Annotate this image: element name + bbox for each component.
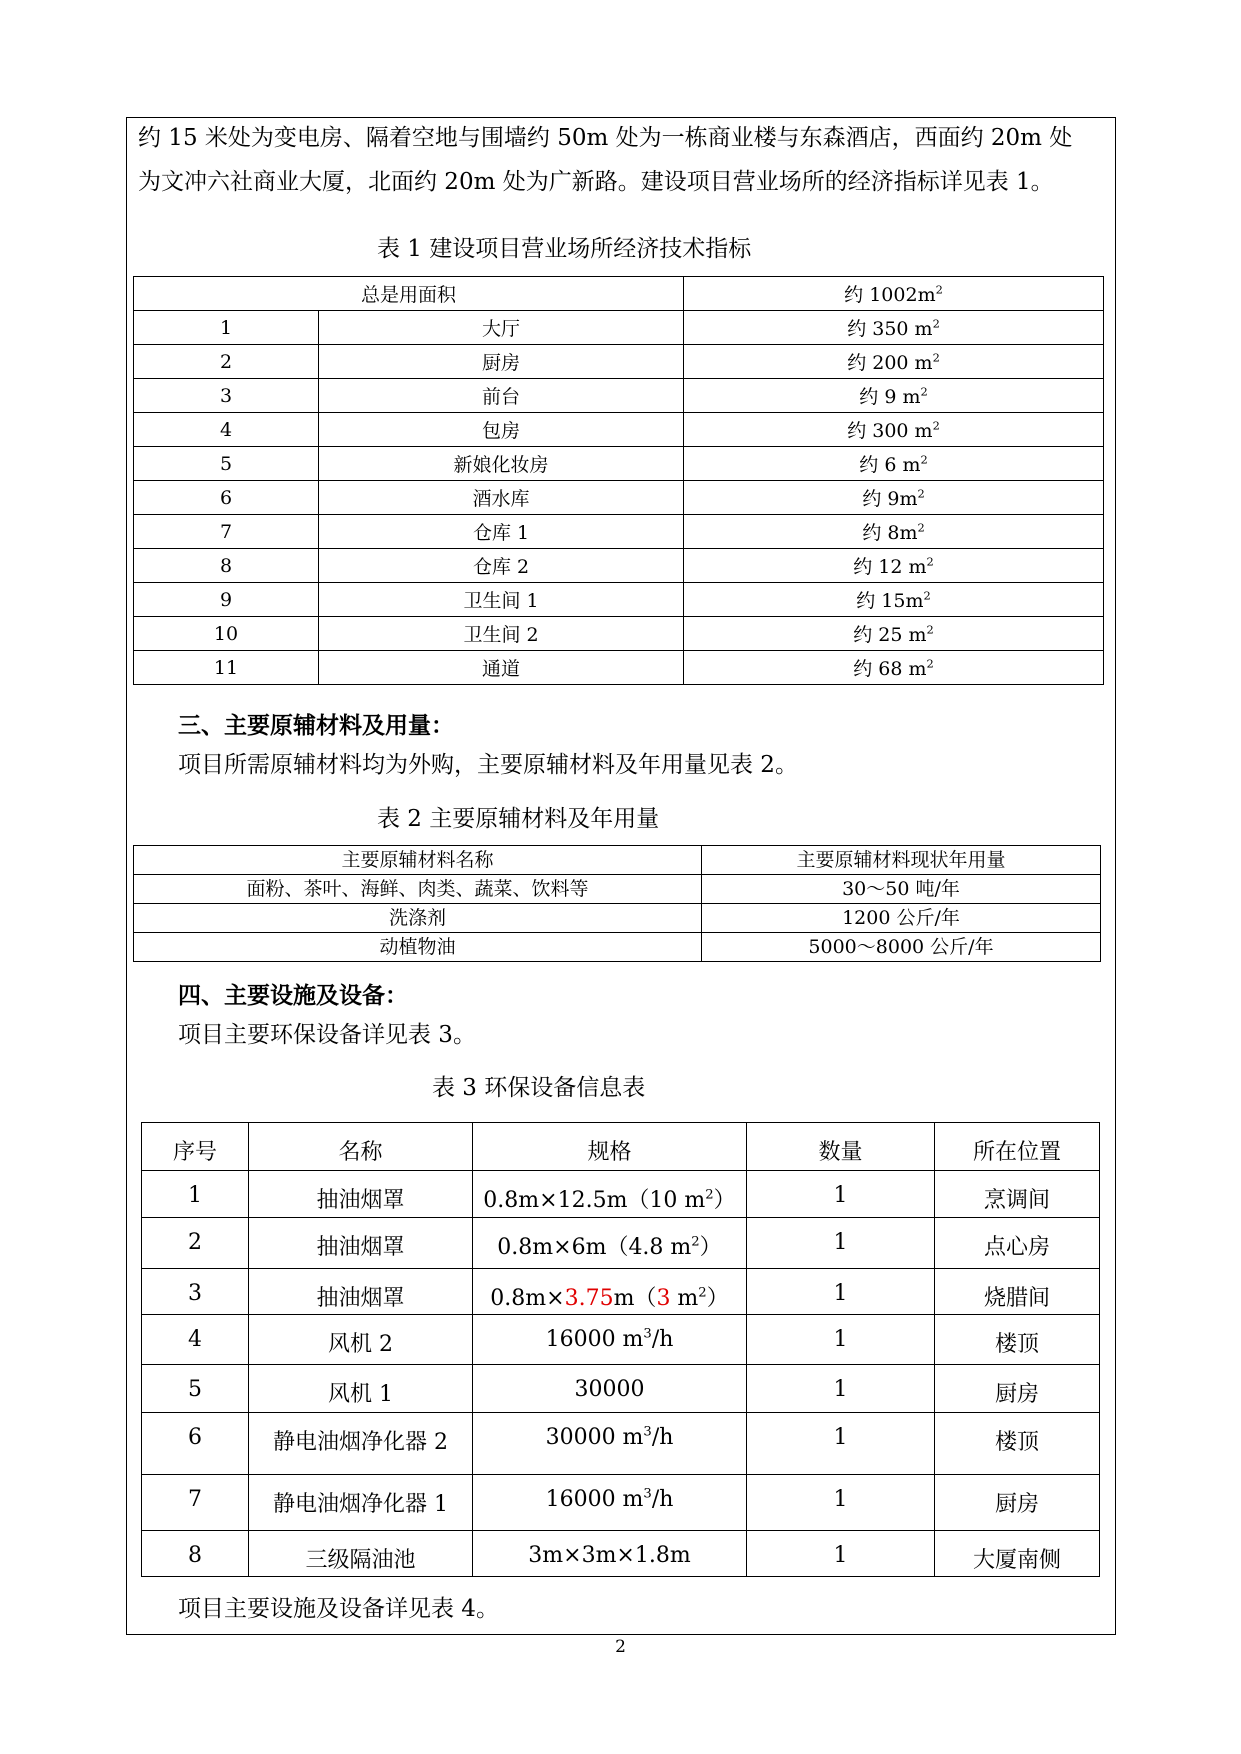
table-row <box>134 345 1104 379</box>
row-number: 3 <box>142 1269 249 1315</box>
equipment-name: 抽油烟罩 <box>249 1269 473 1315</box>
equipment-name: 静电油烟净化器 1 <box>249 1475 473 1531</box>
room-name: 前台 <box>319 379 684 413</box>
row-number: 10 <box>134 617 319 651</box>
row-number: 1 <box>142 1171 249 1218</box>
room-area: 约 $8m^2$ <box>684 515 1104 549</box>
footer-text: 项目主要设施及设备详见表 4。 <box>178 1596 499 1622</box>
material-usage: 5000～8000 公斤/年 <box>702 933 1101 962</box>
intro-line-2: 为文冲六社商业大厦，北面约 20m 处为广新路。建设项目营业场所的经济指标详见表 1。 <box>138 169 1054 195</box>
row-number: 6 <box>134 481 319 515</box>
section4-text: 项目主要环保设备详见表 3。 <box>178 1022 476 1048</box>
table2-header-row <box>134 846 1101 875</box>
table-row <box>134 904 1101 933</box>
table-row <box>134 447 1104 481</box>
equipment-quantity: 1 <box>747 1413 935 1475</box>
table2 <box>133 845 1101 962</box>
table3 <box>141 1122 1100 1577</box>
table-row <box>134 651 1104 685</box>
section3-heading: 三、主要原辅材料及用量： <box>178 712 454 739</box>
equipment-location: 厨房 <box>935 1475 1100 1531</box>
equipment-quantity: 1 <box>747 1315 935 1365</box>
room-area: 约 350 $m^2$ <box>684 311 1104 345</box>
equipment-spec: 30000 $m^3/h$ <box>473 1413 747 1475</box>
room-name: 厨房 <box>319 345 684 379</box>
equipment-spec: 3m×3m×1.8m <box>473 1531 747 1577</box>
equipment-quantity: 1 <box>747 1269 935 1315</box>
material-name: 动植物油 <box>134 933 702 962</box>
row-number: 7 <box>134 515 319 549</box>
equipment-location: 楼顶 <box>935 1413 1100 1475</box>
equipment-location: 厨房 <box>935 1365 1100 1413</box>
equipment-location: 点心房 <box>935 1218 1100 1269</box>
table-row <box>134 875 1101 904</box>
material-name: 面粉、茶叶、海鲜、肉类、蔬菜、饮料等 <box>134 875 702 904</box>
row-number: 8 <box>134 549 319 583</box>
table3-header-row <box>142 1123 1100 1171</box>
table-row <box>134 933 1101 962</box>
row-number: 4 <box>142 1315 249 1365</box>
table2-caption: 表 2 主要原辅材料及年用量 <box>377 806 660 832</box>
room-area: 约 68 $m^2$ <box>684 651 1104 685</box>
table-row <box>142 1315 1100 1365</box>
material-name: 洗涤剂 <box>134 904 702 933</box>
room-name: 包房 <box>319 413 684 447</box>
table1-total-row <box>134 277 1104 311</box>
room-name: 仓库 2 <box>319 549 684 583</box>
equipment-spec: 16000 $m^3/h$ <box>473 1315 747 1365</box>
equipment-name: 风机 1 <box>249 1365 473 1413</box>
equipment-spec: 30000 <box>473 1365 747 1413</box>
room-name: 大厅 <box>319 311 684 345</box>
column-header: 主要原辅材料现状年用量 <box>702 846 1101 875</box>
row-number: 5 <box>142 1365 249 1413</box>
table-row <box>142 1171 1100 1218</box>
equipment-location: 烧腊间 <box>935 1269 1100 1315</box>
column-header: 名称 <box>249 1123 473 1171</box>
row-number: 2 <box>142 1218 249 1269</box>
equipment-name: 静电油烟净化器 2 <box>249 1413 473 1475</box>
column-header: 规格 <box>473 1123 747 1171</box>
table-row <box>142 1365 1100 1413</box>
table-row <box>134 413 1104 447</box>
room-area: 约 12 $m^2$ <box>684 549 1104 583</box>
row-number: 2 <box>134 345 319 379</box>
equipment-quantity: 1 <box>747 1531 935 1577</box>
room-area: 约 $9m^2$ <box>684 481 1104 515</box>
material-usage: 1200 公斤/年 <box>702 904 1101 933</box>
room-name: 卫生间 2 <box>319 617 684 651</box>
room-area: 约 25 $m^2$ <box>684 617 1104 651</box>
room-name: 酒水库 <box>319 481 684 515</box>
table-row <box>142 1413 1100 1475</box>
room-area: 约 9 $m^2$ <box>684 379 1104 413</box>
table-row <box>134 481 1104 515</box>
room-name: 新娘化妆房 <box>319 447 684 481</box>
table-row <box>134 617 1104 651</box>
equipment-location: 大厦南侧 <box>935 1531 1100 1577</box>
section3-text: 项目所需原辅材料均为外购，主要原辅材料及年用量见表 2。 <box>178 752 798 778</box>
row-number: 4 <box>134 413 319 447</box>
table3-caption: 表 3 环保设备信息表 <box>432 1075 646 1101</box>
highlighted-value: 3.75 <box>564 1286 614 1311</box>
column-header: 所在位置 <box>935 1123 1100 1171</box>
table1-total-value: 约 $1002m^2$ <box>684 277 1104 311</box>
row-number: 11 <box>134 651 319 685</box>
table-row <box>134 515 1104 549</box>
column-header: 数量 <box>747 1123 935 1171</box>
table-row <box>142 1531 1100 1577</box>
material-usage: 30～50 吨/年 <box>702 875 1101 904</box>
row-number: 3 <box>134 379 319 413</box>
equipment-location: 楼顶 <box>935 1315 1100 1365</box>
equipment-spec: 16000 $m^3/h$ <box>473 1475 747 1531</box>
room-area: 约 6 $m^2$ <box>684 447 1104 481</box>
equipment-name: 抽油烟罩 <box>249 1218 473 1269</box>
row-number: 5 <box>134 447 319 481</box>
room-area: 约 300 $m^2$ <box>684 413 1104 447</box>
page-number: 2 <box>615 1637 626 1657</box>
table-row <box>142 1218 1100 1269</box>
row-number: 8 <box>142 1531 249 1577</box>
table-row <box>134 583 1104 617</box>
table1-caption: 表 1 建设项目营业场所经济技术指标 <box>377 236 752 262</box>
row-number: 6 <box>142 1413 249 1475</box>
section4-heading: 四、主要设施及设备： <box>178 982 408 1009</box>
table-row <box>134 379 1104 413</box>
table1-total-label: 总是用面积 <box>134 277 684 311</box>
equipment-name: 风机 2 <box>249 1315 473 1365</box>
room-area: 约 $15m^2$ <box>684 583 1104 617</box>
row-number: 7 <box>142 1475 249 1531</box>
table-row <box>142 1269 1100 1315</box>
intro-line-1: 约 15 米处为变电房、隔着空地与围墙约 50m 处为一栋商业楼与东森酒店，西面约 20m 处 <box>138 125 1073 151</box>
table1 <box>133 276 1104 685</box>
highlighted-value: 3 <box>656 1286 671 1311</box>
room-name: 仓库 1 <box>319 515 684 549</box>
equipment-quantity: 1 <box>747 1365 935 1413</box>
room-name: 卫生间 1 <box>319 583 684 617</box>
equipment-spec: 0.8m×6m（4.8 $m^2$） <box>473 1218 747 1269</box>
row-number: 9 <box>134 583 319 617</box>
equipment-quantity: 1 <box>747 1475 935 1531</box>
equipment-quantity: 1 <box>747 1171 935 1218</box>
room-name: 通道 <box>319 651 684 685</box>
equipment-quantity: 1 <box>747 1218 935 1269</box>
equipment-name: 抽油烟罩 <box>249 1171 473 1218</box>
equipment-location: 烹调间 <box>935 1171 1100 1218</box>
column-header: 主要原辅材料名称 <box>134 846 702 875</box>
equipment-spec: 0.8m×12.5m（10 $m^2$） <box>473 1171 747 1218</box>
equipment-spec: 0.8m×3.75m（3 $m^2$） <box>473 1269 747 1315</box>
equipment-name: 三级隔油池 <box>249 1531 473 1577</box>
column-header: 序号 <box>142 1123 249 1171</box>
table-row <box>142 1475 1100 1531</box>
table-row <box>134 549 1104 583</box>
table-row <box>134 311 1104 345</box>
row-number: 1 <box>134 311 319 345</box>
room-area: 约 200 $m^2$ <box>684 345 1104 379</box>
